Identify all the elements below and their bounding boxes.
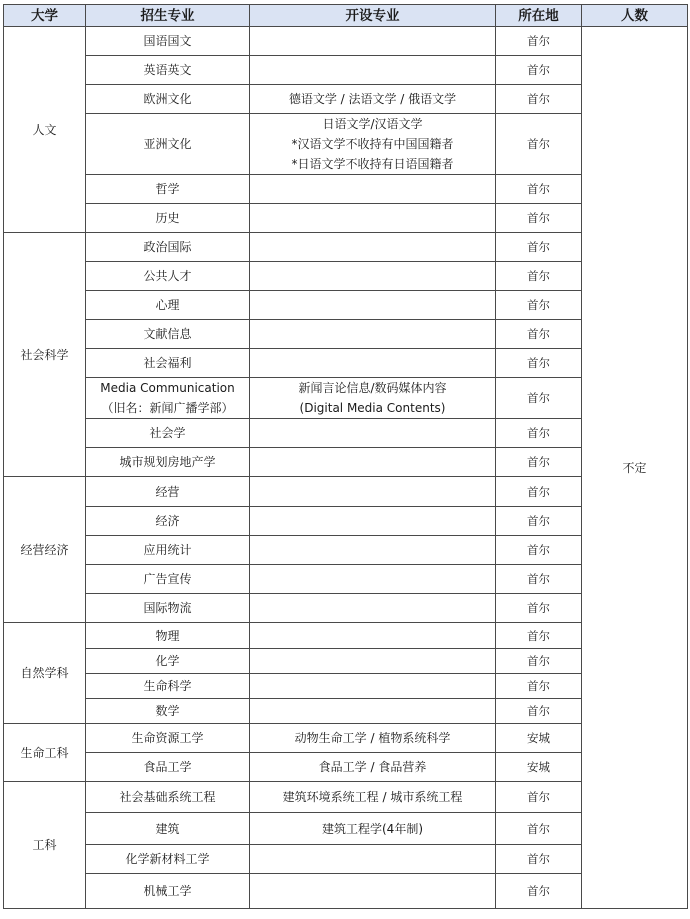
- college-cell: 经营经济: [4, 477, 86, 623]
- major-cell: [86, 175, 250, 204]
- table-row: [4, 27, 688, 56]
- quota-cell: 不定: [582, 27, 688, 909]
- offered-cell: [250, 233, 496, 262]
- major-cell: [86, 845, 250, 874]
- college-cell: 自然学科: [4, 623, 86, 724]
- cell-line: 德语文学 / 法语文学 / 俄语文学: [288, 92, 457, 106]
- cell-line: 建筑工程学(4年制): [322, 821, 423, 836]
- offered-cell: [250, 649, 496, 674]
- cell-line: 心理: [155, 298, 180, 312]
- major-cell: [86, 262, 250, 291]
- major-cell: [86, 724, 250, 753]
- major-cell: [86, 674, 250, 699]
- cell-line: 欧洲文化: [143, 92, 192, 106]
- major-cell: [86, 233, 250, 262]
- major-cell: [86, 782, 250, 813]
- major-cell: [86, 56, 250, 85]
- offered-cell: [250, 378, 496, 419]
- major-cell: [86, 813, 250, 845]
- offered-cell: [250, 320, 496, 349]
- cell-line: 食品工学: [143, 760, 192, 774]
- cell-line: *汉语文学不收持有中国国籍者: [291, 137, 454, 151]
- offered-cell: [250, 448, 496, 477]
- college-cell: 工科: [4, 782, 86, 909]
- location-cell: 首尔: [496, 649, 582, 674]
- cell-line: *日语文学不收持有日语国籍者: [291, 157, 454, 171]
- major-cell: [86, 507, 250, 536]
- location-cell: 安城: [496, 753, 582, 782]
- cell-line: 亚洲文化: [143, 137, 192, 151]
- header-row: [4, 5, 688, 27]
- location-cell: 首尔: [496, 114, 582, 175]
- location-cell: 首尔: [496, 874, 582, 909]
- major-cell: [86, 114, 250, 175]
- header-university: 大学: [4, 5, 86, 27]
- cell-line: 生命科学: [143, 679, 192, 693]
- major-cell: [86, 753, 250, 782]
- cell-line: 城市规划房地产学: [119, 455, 216, 469]
- cell-line: 新闻言论信息/数码媒体内容: [298, 381, 447, 395]
- major-cell: [86, 699, 250, 724]
- offered-cell: [250, 674, 496, 699]
- major-cell: [86, 204, 250, 233]
- major-cell: [86, 649, 250, 674]
- location-cell: 首尔: [496, 56, 582, 85]
- cell-line: 建筑: [155, 821, 180, 836]
- cell-line: 国际物流: [143, 601, 192, 615]
- location-cell: 安城: [496, 724, 582, 753]
- offered-cell: [250, 536, 496, 565]
- location-cell: 首尔: [496, 594, 582, 623]
- location-cell: 首尔: [496, 27, 582, 56]
- offered-cell: [250, 594, 496, 623]
- cell-line: 经营: [155, 484, 180, 499]
- major-cell: [86, 378, 250, 419]
- location-cell: 首尔: [496, 378, 582, 419]
- admissions-table: [3, 4, 688, 909]
- table-body: [4, 27, 688, 909]
- offered-cell: [250, 56, 496, 85]
- location-cell: 首尔: [496, 782, 582, 813]
- major-cell: [86, 623, 250, 649]
- cell-line: 公共人才: [143, 269, 192, 283]
- location-cell: 首尔: [496, 448, 582, 477]
- major-cell: [86, 565, 250, 594]
- cell-line: 国语国文: [143, 34, 192, 48]
- offered-cell: [250, 291, 496, 320]
- location-cell: 首尔: [496, 320, 582, 349]
- offered-cell: [250, 699, 496, 724]
- offered-cell: [250, 262, 496, 291]
- header-location: 所在地: [496, 5, 582, 27]
- offered-cell: [250, 782, 496, 813]
- cell-line: 动物生命工学 / 植物系统科学: [294, 731, 451, 745]
- cell-line: 广告宣传: [143, 572, 192, 586]
- cell-line: (Digital Media Contents): [299, 401, 446, 415]
- cell-line: 社会学: [149, 426, 186, 440]
- major-cell: [86, 419, 250, 448]
- location-cell: 首尔: [496, 291, 582, 320]
- offered-cell: [250, 114, 496, 175]
- major-cell: [86, 477, 250, 507]
- major-cell: [86, 27, 250, 56]
- cell-line: 化学: [155, 654, 180, 668]
- location-cell: 首尔: [496, 233, 582, 262]
- location-cell: 首尔: [496, 175, 582, 204]
- location-cell: 首尔: [496, 419, 582, 448]
- cell-line: 数学: [155, 704, 180, 718]
- cell-line: 政治国际: [143, 240, 192, 254]
- cell-line: 经济: [155, 514, 180, 528]
- offered-cell: [250, 477, 496, 507]
- cell-line: 英语英文: [143, 63, 192, 77]
- cell-line: 社会福利: [143, 356, 192, 370]
- cell-line: 社会基础系统工程: [119, 790, 216, 804]
- location-cell: 首尔: [496, 623, 582, 649]
- offered-cell: [250, 349, 496, 378]
- major-cell: [86, 874, 250, 909]
- major-cell: [86, 594, 250, 623]
- major-cell: [86, 291, 250, 320]
- cell-line: 日语文学/汉语文学: [322, 117, 423, 131]
- offered-cell: [250, 204, 496, 233]
- college-cell: 社会科学: [4, 233, 86, 477]
- major-cell: [86, 85, 250, 114]
- cell-line: 食品工学 / 食品营养: [318, 760, 427, 774]
- offered-cell: [250, 845, 496, 874]
- major-cell: [86, 448, 250, 477]
- offered-cell: [250, 813, 496, 845]
- offered-cell: [250, 724, 496, 753]
- major-cell: [86, 536, 250, 565]
- location-cell: 首尔: [496, 565, 582, 594]
- cell-line: 历史: [155, 211, 180, 225]
- cell-line: Media Communication: [100, 381, 235, 395]
- location-cell: 首尔: [496, 349, 582, 378]
- header-quota: 人数: [582, 5, 688, 27]
- location-cell: 首尔: [496, 674, 582, 699]
- location-cell: 首尔: [496, 477, 582, 507]
- offered-cell: [250, 753, 496, 782]
- offered-cell: [250, 874, 496, 909]
- offered-cell: [250, 85, 496, 114]
- cell-line: 文献信息: [143, 327, 192, 341]
- offered-cell: [250, 27, 496, 56]
- location-cell: 首尔: [496, 699, 582, 724]
- cell-line: 建筑环境系统工程 / 城市系统工程: [282, 790, 463, 804]
- cell-line: 生命资源工学: [131, 731, 204, 745]
- cell-line: （旧名：新闻广播学部）: [101, 401, 234, 415]
- location-cell: 首尔: [496, 813, 582, 845]
- offered-cell: [250, 623, 496, 649]
- header-major: 招生专业: [86, 5, 250, 27]
- cell-line: 哲学: [155, 182, 180, 196]
- location-cell: 首尔: [496, 85, 582, 114]
- location-cell: 首尔: [496, 507, 582, 536]
- cell-line: 化学新材料工学: [125, 852, 210, 866]
- offered-cell: [250, 175, 496, 204]
- college-cell: 人文: [4, 27, 86, 233]
- major-cell: [86, 349, 250, 378]
- cell-line: 机械工学: [143, 884, 192, 898]
- major-cell: [86, 320, 250, 349]
- cell-line: 应用统计: [143, 543, 192, 557]
- location-cell: 首尔: [496, 536, 582, 565]
- location-cell: 首尔: [496, 262, 582, 291]
- location-cell: 首尔: [496, 204, 582, 233]
- header-offered: 开设专业: [250, 5, 496, 27]
- offered-cell: [250, 419, 496, 448]
- location-cell: 首尔: [496, 845, 582, 874]
- offered-cell: [250, 565, 496, 594]
- offered-cell: [250, 507, 496, 536]
- college-cell: 生命工科: [4, 724, 86, 782]
- cell-line: 物理: [155, 628, 180, 643]
